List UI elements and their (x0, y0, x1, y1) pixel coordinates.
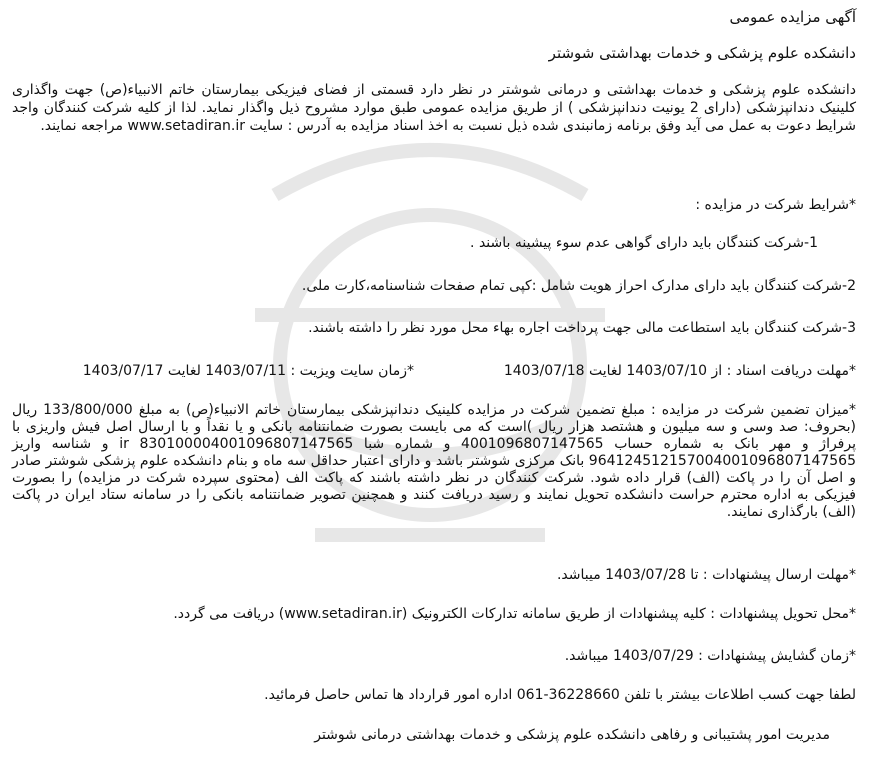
document-deadline: *مهلت دریافت اسناد : از 1403/07/10 لغایت 1403/07/18 (503, 363, 856, 379)
notice-title: آگهی مزایده عمومی (729, 8, 856, 26)
conditions-header: *شرایط شرکت در مزایده : (695, 197, 856, 213)
site-visit-time: *زمان سایت ویزیت : 1403/07/11 لغایت 1403/07/17 (82, 363, 414, 379)
signature: مدیریت امور پشتیبانی و رفاهی دانشکده علوم پزشکی و خدمات بهداشتی درمانی شوشتر (314, 727, 830, 743)
condition-item: 3-شرکت کنندگان باید استطاعت مالی جهت پرداخت اجاره بهاء محل مورد نظر را داشته باشند. (308, 320, 856, 336)
condition-item: 2-شرکت کنندگان باید دارای مدارک احراز هویت شامل :کپی تمام صفحات شناسنامه،کارت ملی. (301, 278, 856, 294)
deposit-paragraph: *میزان تضمین شرکت در مزایده : مبلغ تضمین شرکت در مزایده کلینیک دندانپزشکی بیمارستان خاتم الانبیاء(ص) به مبلغ 133/800/000 ریال (بحروف: صد وسی و سه میلیون و هشتصد هزار ریال )است که می بایست بصورت ضمانتنامه بانکی و یا نقداً و با ارسال اصل فیش واریزی با پرفراژ و مهر بانک به شماره حساب 4001096807147565 و شماره شبا ir 830100004001096807147565 و شناسه واریز 964124512157004001096807147565 بانک مرکزی شوشتر باشد و دارای اعتبار حداقل سه ماه و بنام دانشکده علوم پزشکی شوشتر صادر و اصل آن را در پاکت (الف) قرار داده شود. شرکت کنندگان در نظر داشته باشند که پاکت الف (محتوی سپرده شرکت در مزایده) را بصورت فیزیکی به اداره محترم حراست دانشکده تحویل نمایند و رسید دریافت کنند و همچنین تصویر ضمانتنامه بانکی را در سامانه ستاد ایران در پاکت (الف) بارگذاری نمایند. (12, 402, 856, 520)
intro-paragraph: دانشکده علوم پزشکی و خدمات بهداشتی و درمانی شوشتر در نظر دارد قسمتی از فضای فیزیکی بیمارستان خاتم الانبیاء(ص) جهت واگذاری کلینیک دندانپزشکی (دارای 2 یونیت دندانپزشکی ) از طریق مزایده عمومی طبق موارد مشروح ذیل واگذار نماید. لذا از کلیه شرکت کنندگان واجد شرایط دعوت به عمل می آید وفق برنامه زمانبندی شده ذیل نسبت به اخذ اسناد مزایده به آدرس : سایت www.setadiran.ir مراجعه نمایند. (12, 82, 856, 135)
submission-deadline: *مهلت ارسال پیشنهادات : تا 1403/07/28 میباشد. (556, 567, 856, 583)
opening-time: *زمان گشایش پیشنهادات : 1403/07/29 میباشد. (564, 648, 856, 664)
condition-item: 1-شرکت کنندگان باید دارای گواهی عدم سوء پیشینه باشند . (470, 235, 818, 251)
submission-place: *محل تحویل پیشنهادات : کلیه پیشنهادات از طریق سامانه تدارکات الکترونیک (www.setadiran.ir) دریافت می گردد. (173, 606, 856, 622)
university-name: دانشکده علوم پزشکی و خدمات بهداشتی شوشتر (548, 44, 856, 62)
contact-info: لطفا جهت کسب اطلاعات بیشتر با تلفن 36228660-061 اداره امور قرارداد ها تماس حاصل فرمائید. (264, 687, 856, 703)
